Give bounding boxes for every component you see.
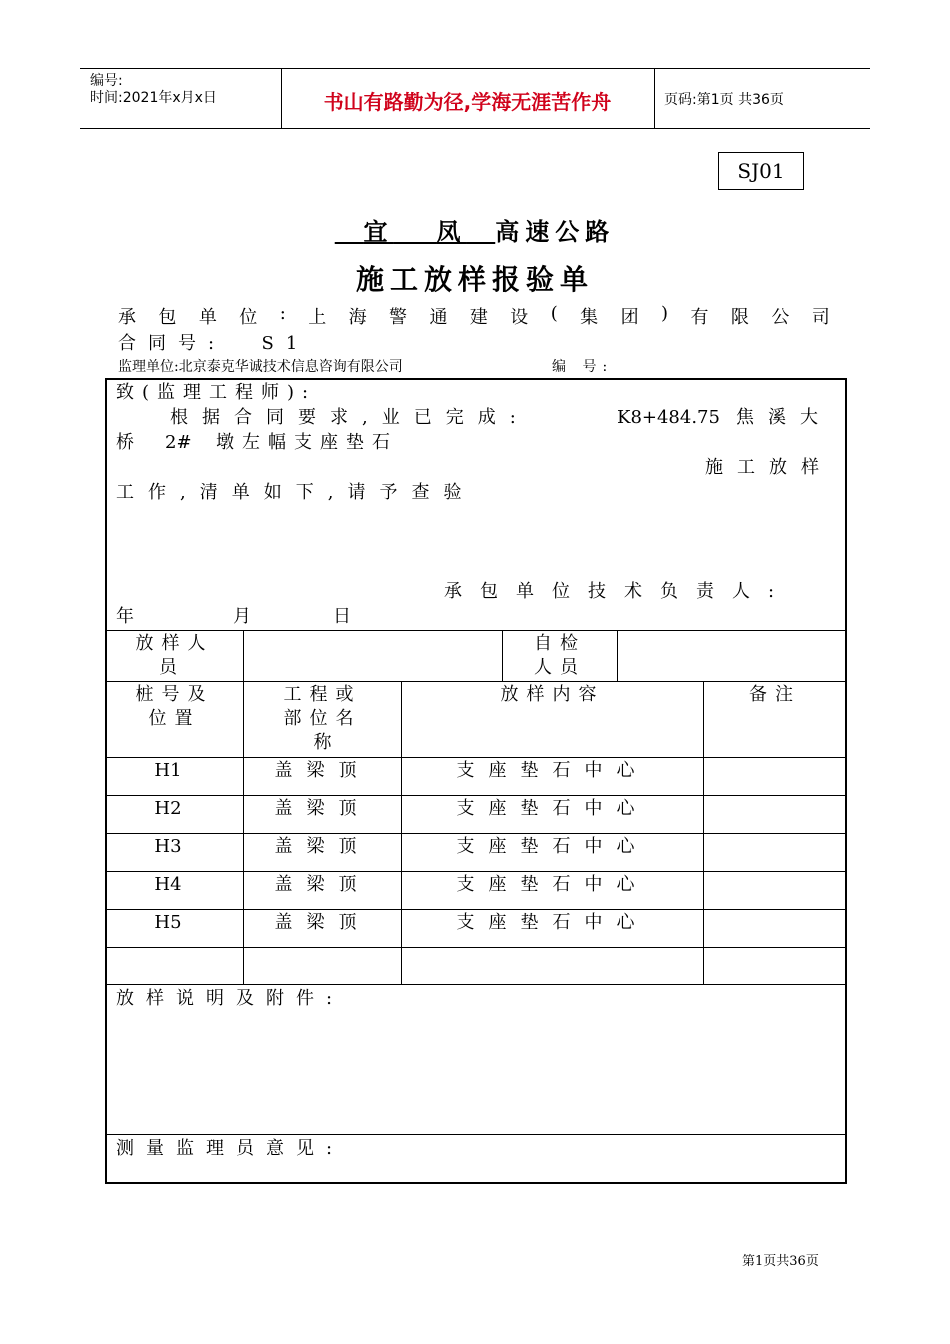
form-title: 施工放样报验单: [355, 263, 594, 296]
project-name-blank: 宜 凤: [363, 218, 467, 246]
row-divider: [106, 871, 846, 872]
part-header-3: 称: [313, 732, 332, 753]
contractor-char: 有: [690, 307, 709, 328]
contractor-char: 海: [348, 307, 367, 328]
pier-number: 2#: [165, 432, 192, 453]
column-divider: [401, 681, 402, 984]
part-header: 工程或: [283, 684, 362, 705]
form-code-box: SJ01: [718, 152, 804, 190]
station-header-2: 位置: [148, 708, 201, 729]
content-cell: 支座垫石中心: [456, 760, 649, 781]
part-header-2: 部位名: [283, 708, 362, 729]
notes-label: 放样说明及附件:: [116, 988, 345, 1009]
work-item: 墩左幅支座垫石: [216, 432, 398, 453]
work-type: 施工放样: [705, 457, 833, 478]
contractor-char: 司: [811, 307, 830, 328]
contractor-char: 承: [118, 307, 136, 328]
row-divider: [106, 795, 846, 796]
project-name-suffix: 高速公路: [495, 218, 616, 246]
content-cell: 支座垫石中心: [456, 912, 649, 933]
header-bottom-rule: [80, 128, 870, 129]
station-cell: H3: [154, 836, 182, 857]
row-divider: [106, 630, 846, 631]
setout-staff-field[interactable]: [244, 632, 502, 680]
setout-staff-label-2: 员: [159, 657, 177, 678]
date-day: 日: [333, 606, 351, 627]
contractor-char: 集: [580, 307, 599, 328]
selfcheck-staff-field[interactable]: [618, 632, 846, 680]
station-cell: H4: [154, 874, 182, 895]
station-cell: H2: [154, 798, 182, 819]
station-cell: H5: [154, 912, 182, 933]
contract-number: [118, 329, 309, 355]
contractor-char: 警: [389, 307, 408, 328]
selfcheck-staff-label: 自检: [534, 633, 586, 654]
footer-page-number: 第1页共36页: [742, 1254, 819, 1269]
header-divider: [654, 68, 655, 129]
contractor-char: 团: [620, 307, 639, 328]
contractor-char: 位: [239, 307, 258, 328]
row-divider: [106, 833, 846, 834]
header-page-info: 页码:第1页 共36页: [664, 92, 784, 108]
row-divider: [106, 947, 846, 948]
contractor-signature-label: 承包单位技术负责人:: [444, 581, 793, 602]
contractor-char: 上: [308, 307, 327, 328]
header-top-rule: [80, 68, 870, 69]
part-cell: 盖梁顶: [274, 836, 371, 857]
addressee-line: 致(监理工程师):: [116, 382, 317, 403]
part-cell: 盖梁顶: [274, 874, 371, 895]
contractor-char: 设: [510, 307, 529, 328]
header-motto: 书山有路勤为径,学海无涯苦作舟: [323, 90, 612, 114]
date-month: 月: [233, 606, 251, 627]
row-divider: [106, 1134, 846, 1135]
contractor-char: 公: [771, 307, 790, 328]
document-date: 时间:2021年x月x日: [90, 90, 217, 106]
row-divider: [106, 984, 846, 985]
contractor-char: 建: [469, 307, 488, 328]
survey-opinion-field[interactable]: [106, 1160, 846, 1182]
bridge-name: 焦溪大: [736, 407, 832, 428]
row-divider: [106, 681, 846, 682]
contractor-char: ): [661, 303, 669, 324]
column-divider: [703, 681, 704, 984]
contractor-char: 包: [158, 307, 177, 328]
content-cell: 支座垫石中心: [456, 798, 649, 819]
row-divider: [106, 757, 846, 758]
contractor-char: :: [279, 303, 286, 324]
part-cell: 盖梁顶: [274, 798, 371, 819]
content-cell: 支座垫石中心: [456, 874, 649, 895]
contractor-char: 单: [198, 307, 217, 328]
contract-number-label: 合同号:: [118, 333, 227, 354]
remark-header: 备注: [749, 684, 801, 705]
setout-staff-label: 放样人: [135, 633, 214, 654]
bridge-name-end: 桥: [116, 432, 134, 453]
survey-opinion-label: 测量监理员意见:: [116, 1138, 345, 1159]
notes-field[interactable]: [106, 1012, 846, 1132]
supervisor-unit: 监理单位:北京泰克华诚技术信息咨询有限公司: [118, 359, 403, 375]
request-text: 根据合同要求,业已完成:: [170, 407, 530, 428]
serial-number-label: 编 号:: [552, 359, 614, 375]
part-cell: 盖梁顶: [274, 912, 371, 933]
contractor-char: 限: [730, 307, 749, 328]
station-cell: H1: [154, 760, 182, 781]
contractor-char: (: [550, 303, 558, 324]
content-header: 放样内容: [500, 684, 605, 705]
contract-number-value: S1: [261, 333, 310, 354]
selfcheck-staff-label-2: 人员: [534, 657, 586, 678]
station-header: 桩号及: [135, 684, 214, 705]
content-cell: 支座垫石中心: [456, 836, 649, 857]
contractor-line: [118, 303, 830, 329]
date-year: 年: [116, 606, 134, 627]
project-title: [0, 212, 950, 247]
row-divider: [106, 909, 846, 910]
part-cell: 盖梁顶: [274, 760, 371, 781]
request-closing: 工作,清单如下,请予查验: [116, 482, 476, 503]
document-number-label: 编号:: [90, 73, 123, 89]
station-reference: K8+484.75: [617, 407, 720, 428]
contractor-char: 通: [429, 307, 448, 328]
